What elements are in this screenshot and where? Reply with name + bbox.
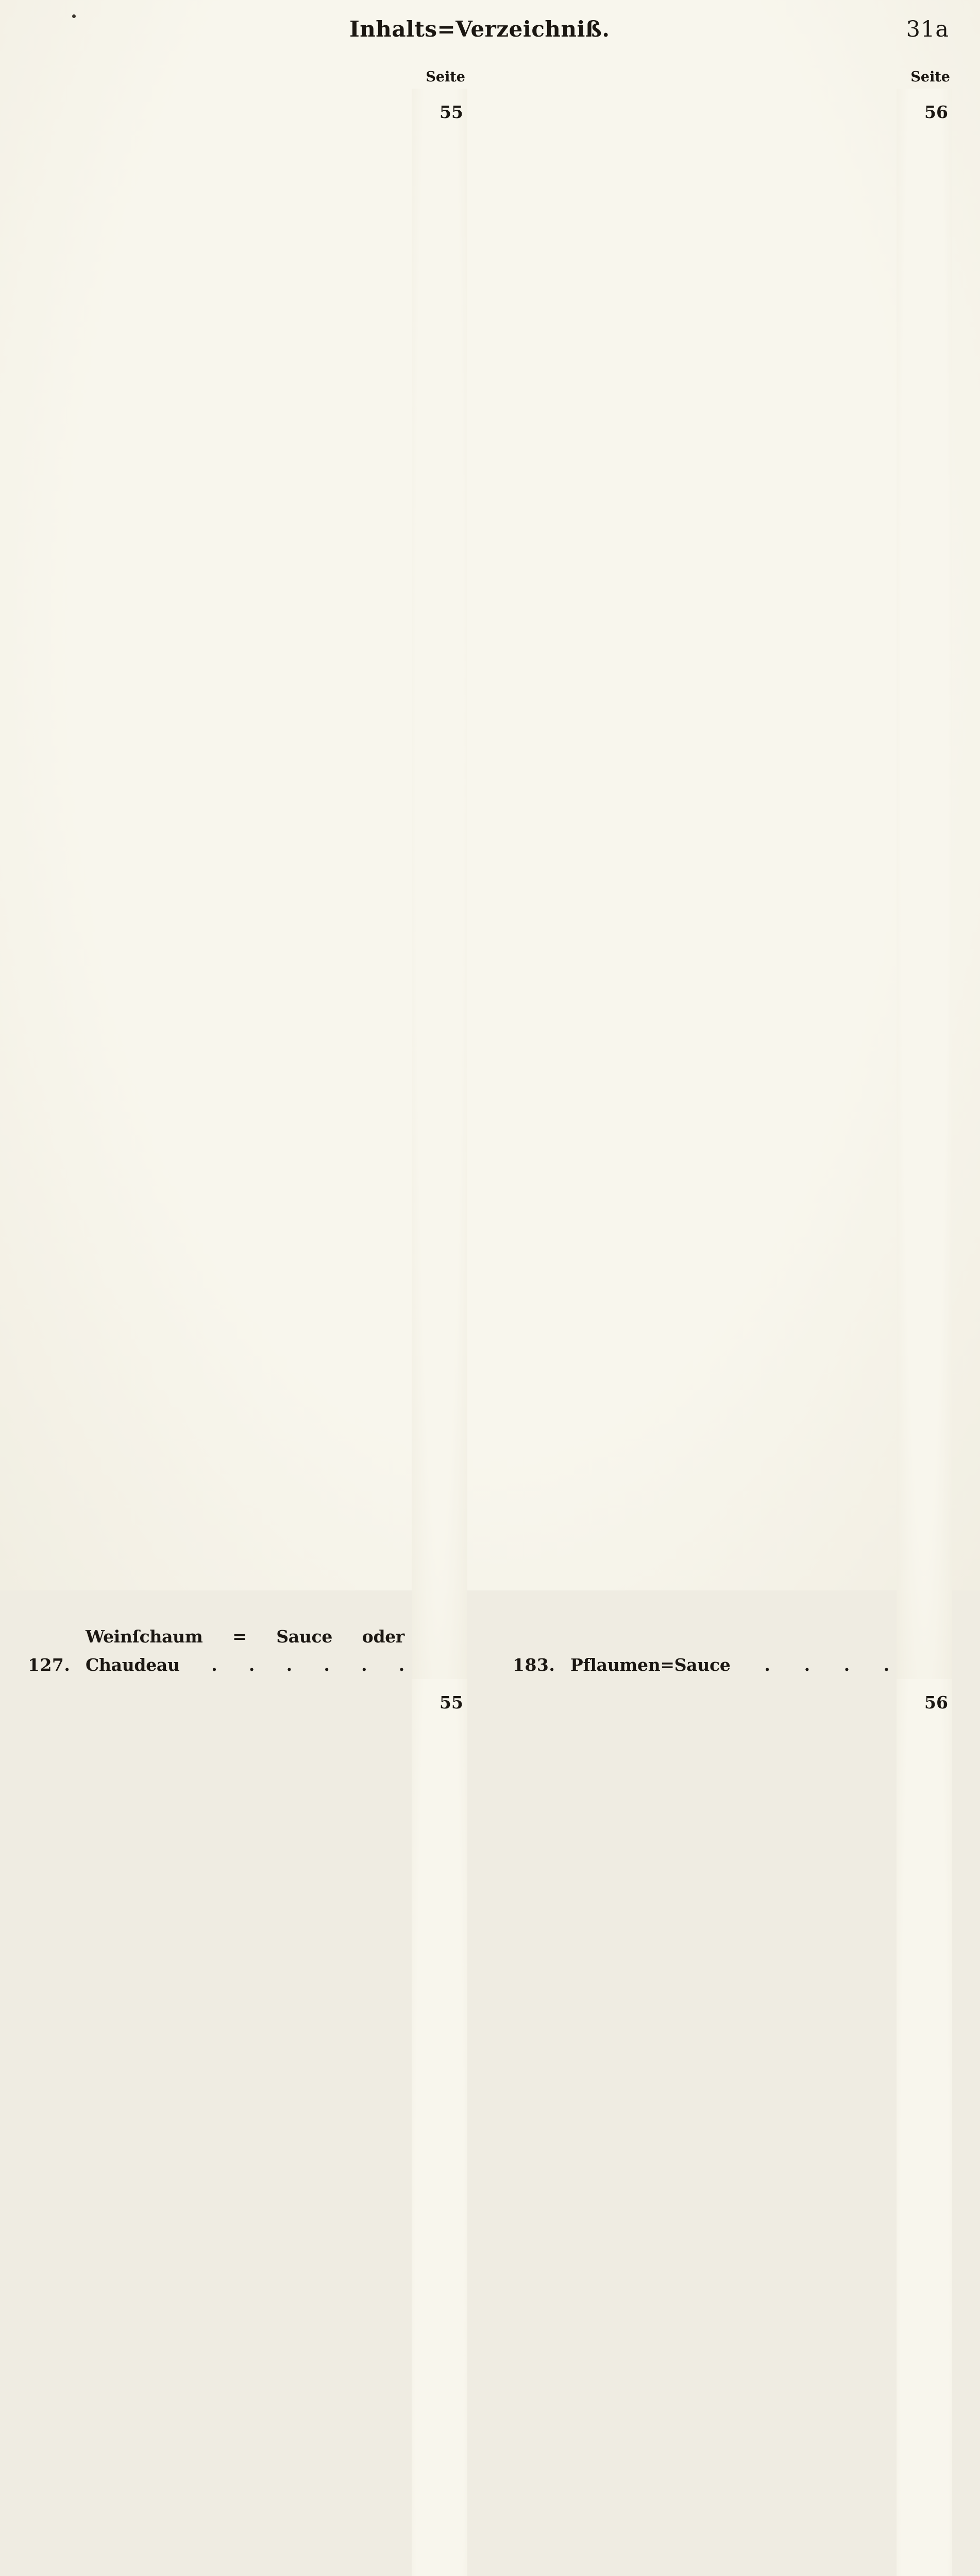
page-number: 31a (906, 16, 949, 42)
toc-section (28, 53, 952, 2576)
entry-title: Pflaumen=Sauce . . . . (570, 1655, 889, 1675)
entry-title: Weinſchaum = Sauce oder Chaudeau . . . . . . (86, 1626, 404, 1675)
entry-page: 56 (897, 1679, 952, 2576)
seite-column-label: Seite (910, 69, 950, 85)
toc-entry (513, 1679, 952, 2576)
toc-entry (28, 1679, 467, 2576)
toc-entry (28, 89, 467, 1679)
toc-columns (28, 53, 952, 2576)
toc-column (28, 53, 467, 2576)
entry-number: 183. (513, 1655, 555, 1675)
toc-body (28, 53, 952, 2576)
entry-page: 55 (412, 1679, 467, 2576)
page-header (28, 16, 952, 53)
page-title: Inhalts=Verzeichniß. (349, 16, 610, 42)
entry-page: 56 (897, 89, 952, 1679)
entry-page: 55 (412, 89, 467, 1679)
entry-number: 127. (28, 1655, 71, 1675)
toc-entry (513, 89, 952, 1679)
seite-column-label: Seite (426, 69, 465, 85)
toc-column (513, 53, 952, 2576)
